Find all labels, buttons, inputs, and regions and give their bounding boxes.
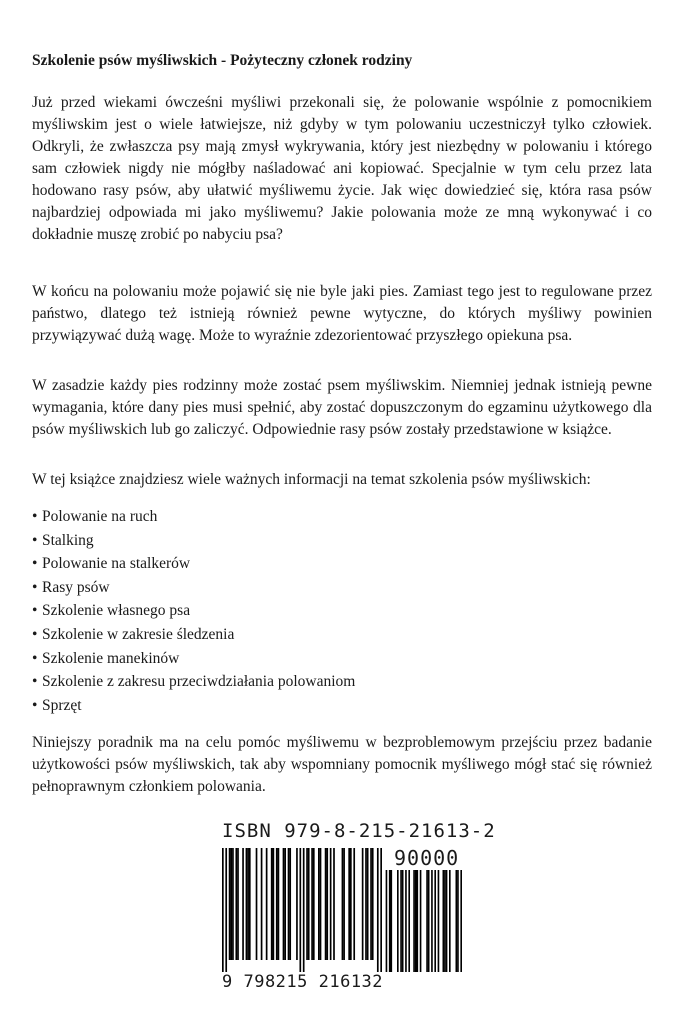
barcode-bar <box>415 870 417 972</box>
barcode-bar <box>353 848 355 960</box>
barcode-bar <box>249 848 251 960</box>
barcode-bar <box>306 848 308 960</box>
barcode-bar <box>256 848 258 960</box>
list-item: • Polowanie na ruch <box>32 508 158 525</box>
barcode-bar <box>225 848 227 972</box>
barcode-bar <box>230 848 232 960</box>
barcode-bar <box>311 848 313 960</box>
barcode-bar <box>330 848 332 960</box>
barcode-bar <box>434 870 436 972</box>
barcode-bar <box>343 848 345 960</box>
barcode-bar <box>232 848 234 960</box>
barcode-bar <box>313 848 315 960</box>
page-title: Szkolenie psów myśliwskich - Pożyteczny członek rodziny <box>32 52 413 69</box>
topics-list <box>32 505 355 717</box>
barcode-bar <box>413 870 415 972</box>
barcode-bar <box>237 848 239 960</box>
paragraph-regulation: W końcu na polowaniu może pojawić się nie byle jaki pies. Zamiast tego jest to regulowane przez państwo, dlatego też istnieją również pewne wytyczne, do których myśliwy powinien przywiązywać dużą wagę. Może to wyraźnie zdezorientować przyszłego opiekuna psa. <box>32 283 652 344</box>
barcode-bar <box>289 848 291 960</box>
barcode-bar <box>400 870 402 972</box>
barcode-bar <box>333 848 335 960</box>
barcode-bar <box>438 870 440 972</box>
list-item: • Sprzęt <box>32 696 82 714</box>
barcode-digits: 9 798215 216132 <box>222 972 384 992</box>
paragraph-conclusion: Niniejszy poradnik ma na celu pomóc myśliwemu w bezproblemowym przejściu przez badanie użytkowości psów myśliwskich, tak aby wspomniany pomocnik myśliwego mógł stać się również pełnoprawnym członkiem polowania. <box>32 734 652 795</box>
barcode-bar <box>443 870 445 972</box>
barcode-bar <box>261 848 263 960</box>
barcode-bar <box>380 848 382 972</box>
barcode-bar <box>457 870 459 972</box>
barcode-bar <box>235 848 237 960</box>
list-item: • Szkolenie w zakresie śledzenia <box>32 625 235 643</box>
list-item: • Polowanie na stalkerów <box>32 555 191 573</box>
barcode-bar <box>348 848 350 960</box>
barcode-bar <box>367 848 369 960</box>
barcode-bar <box>222 848 224 972</box>
barcode-bar <box>299 848 301 972</box>
barcode-bar <box>242 848 244 960</box>
barcode-bar <box>266 848 268 960</box>
barcode-bar <box>365 848 367 960</box>
barcode-bar <box>460 870 462 972</box>
barcode-bar <box>247 848 249 960</box>
barcode-bar <box>426 870 428 972</box>
barcode-bar <box>428 870 430 972</box>
addon-barcode-bars <box>384 870 462 972</box>
barcode-bar <box>320 848 322 960</box>
barcode-bar <box>229 848 231 960</box>
barcode-bar <box>276 848 278 960</box>
barcode-bar <box>284 848 286 960</box>
barcode-bar <box>370 848 372 960</box>
barcode-bar <box>389 870 391 972</box>
barcode-bar <box>402 870 404 972</box>
barcode-bar <box>417 870 419 972</box>
barcode-bar <box>303 848 305 972</box>
barcode-bar <box>362 848 364 960</box>
barcode-bar <box>408 870 410 972</box>
barcode-bar <box>278 848 280 960</box>
list-item: • Szkolenie z zakresu przeciwdziałania polowaniom <box>32 673 356 691</box>
barcode-bar <box>283 848 285 960</box>
barcode-bar <box>326 848 328 960</box>
barcode-bar <box>449 870 451 972</box>
price-code: 90000 <box>394 846 460 870</box>
barcode-bar <box>391 870 393 972</box>
barcode-bar <box>288 848 290 960</box>
barcode-bar <box>420 870 422 972</box>
barcode-bar <box>271 848 273 960</box>
barcode-bar <box>350 848 352 960</box>
list-item: • Rasy psów <box>32 578 110 596</box>
barcode-bar <box>431 870 433 972</box>
barcode-bar <box>273 848 275 960</box>
barcode-bar <box>308 848 310 960</box>
paragraph-requirements: W zasadzie każdy pies rodzinny może zostać psem myśliwskim. Niemniej jednak istnieją pewne wymagania, które dany pies musi spełnić, aby zostać dopuszczonym do egzaminu użytkowego dla psów myśliwskich lub go zaliczyć. Odpowiednie rasy psów zostały przedstawione w książce. <box>32 377 652 438</box>
barcode-bar <box>318 848 320 960</box>
list-item: • Stalking <box>32 531 94 549</box>
isbn-barcode <box>222 820 496 996</box>
paragraph-list-intro: W tej książce znajdziesz wiele ważnych informacji na temat szkolenia psów myśliwskich: <box>32 471 591 488</box>
barcode-bar <box>397 870 399 972</box>
list-item: • Szkolenie manekinów <box>32 649 180 667</box>
barcode-bar <box>386 870 388 972</box>
barcode-bar <box>405 870 407 972</box>
list-item: • Szkolenie własnego psa <box>32 602 191 620</box>
barcode-bar <box>456 870 458 972</box>
barcode-bar <box>446 870 448 972</box>
barcode-bar <box>372 848 374 960</box>
barcode-bar <box>377 848 379 972</box>
barcode-bar <box>325 848 327 960</box>
paragraph-intro: Już przed wiekami ówcześni myśliwi przekonali się, że polowanie wspólnie z pomocnikiem myśliwskim jest o wiele łatwiejsze, niż gdyby w tym polowaniu uczestniczył tylko człowiek. Odkryli, że zwłaszcza psy mają zmysł wykrywania, który jest niezbędny w polowaniu i którego sam człowiek nigdy nie mógłby naśladować ani kopiować. Specjalnie w tym celu przez lata hodowano rasy psów, aby ułatwić myśliwemu życie. Jak więc dowiedzieć się, która rasa psów najbardziej odpowiada mi jako myśliwemu? Jakie polowania może ze mną wykonywać i co dokładnie muszę zrobić po nabyciu psa? <box>32 94 652 243</box>
ean-barcode-bars <box>222 848 382 972</box>
barcode-bar <box>444 870 446 972</box>
isbn-label: ISBN 979-8-215-21613-2 <box>222 820 496 842</box>
barcode-bar <box>246 848 248 960</box>
barcode-bar <box>342 848 344 960</box>
barcode-bar <box>296 848 298 960</box>
